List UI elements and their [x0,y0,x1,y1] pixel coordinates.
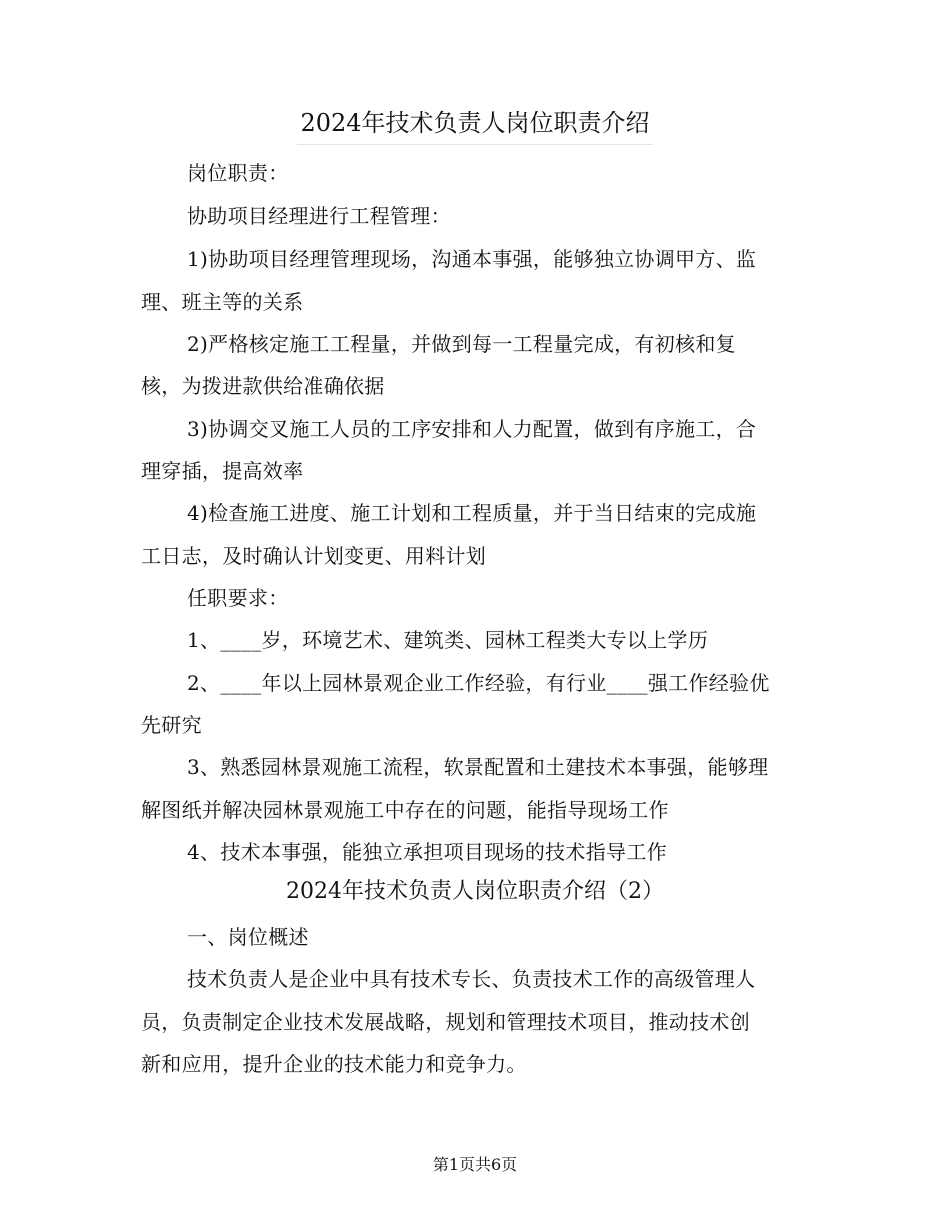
requirement-item-2-line2: 先研究 [141,713,202,737]
requirement-item-3-line2: 解图纸并解决园林景观施工中存在的问题，能指导现场工作 [141,798,669,822]
page-footer: 第1页共6页 [432,1155,518,1174]
duty-item-2-line2: 核，为拨进款供给准确依据 [141,374,385,398]
duty-item-4-line1: 4)检查施工进度、施工计划和工程质量，并于当日结束的完成施 [187,501,757,525]
overview-line-1: 技术负责人是企业中具有技术专长、负责技术工作的高级管理人 [187,967,756,991]
duty-item-1-line2: 理、班主等的关系 [141,290,304,314]
section-heading-duties: 岗位职责： [187,161,289,185]
page-title: 2024年技术负责人岗位职责介绍 [297,104,653,145]
overview-line-2: 员，负责制定企业技术发展战略，规划和管理技术项目，推动技术创 [141,1010,750,1034]
duty-item-3-line2: 理穿插，提高效率 [141,459,304,483]
requirement-item-2-line1: 2、____年以上园林景观企业工作经验，有行业____强工作经验优 [187,671,770,695]
section-heading-requirements: 任职要求： [187,586,289,610]
duty-item-1-line1: 1)协助项目经理管理现场，沟通本事强，能够独立协调甲方、监 [187,247,757,271]
overview-line-3: 新和应用，提升企业的技术能力和竞争力。 [141,1052,527,1076]
section-heading-overview: 一、岗位概述 [187,925,309,949]
duty-item-4-line2: 工日志，及时确认计划变更、用料计划 [141,544,487,568]
duties-intro: 协助项目经理进行工程管理： [187,204,451,228]
section-2-title: 2024年技术负责人岗位职责介绍（2） [286,879,664,904]
requirement-item-1-line1: 1、____岁，环境艺术、建筑类、园林工程类大专以上学历 [187,628,709,652]
requirement-item-4-line1: 4、技术本事强，能独立承担项目现场的技术指导工作 [187,840,667,864]
duty-item-2-line1: 2)严格核定施工工程量，并做到每一工程量完成，有初核和复 [187,332,736,356]
duty-item-3-line1: 3)协调交叉施工人员的工序安排和人力配置，做到有序施工，合 [187,417,757,441]
requirement-item-3-line1: 3、熟悉园林景观施工流程，软景配置和土建技术本事强，能够理 [187,755,769,779]
